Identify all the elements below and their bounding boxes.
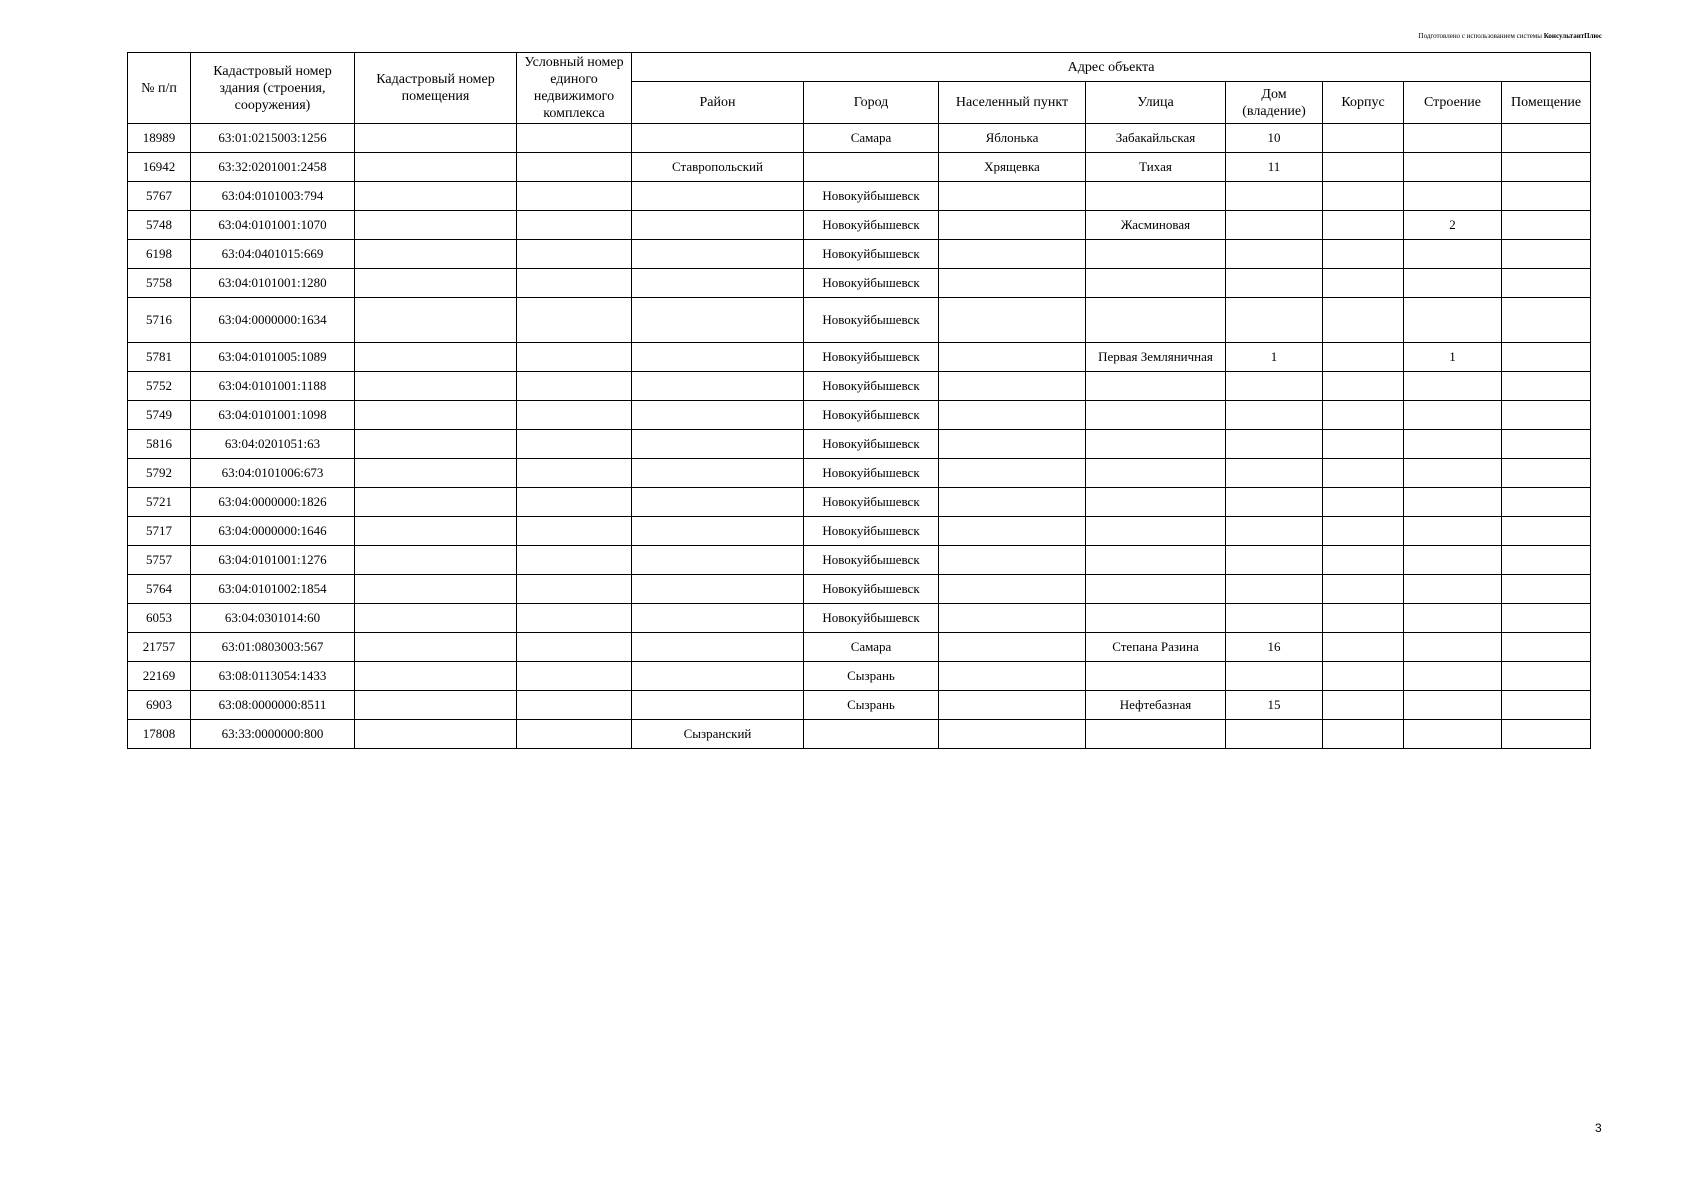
prepared-with-text: Подготовлено с использованием системы — [1418, 32, 1542, 40]
cell-building-cadastral: 63:04:0101001:1070 — [191, 211, 355, 240]
cell-street — [1086, 662, 1226, 691]
cell-building-cadastral: 63:04:0401015:669 — [191, 240, 355, 269]
cell-settlement — [939, 488, 1086, 517]
table-row — [128, 240, 1591, 269]
table-row — [128, 459, 1591, 488]
cell-num: 5764 — [128, 575, 191, 604]
cell-street — [1086, 720, 1226, 749]
cell-street — [1086, 546, 1226, 575]
cell-num: 5758 — [128, 269, 191, 298]
cell-house — [1226, 662, 1323, 691]
cell-house — [1226, 604, 1323, 633]
cell-building-cadastral: 63:04:0101005:1089 — [191, 343, 355, 372]
cell-complex-number — [517, 575, 632, 604]
cell-complex-number — [517, 633, 632, 662]
cell-complex-number — [517, 430, 632, 459]
cell-corpus — [1323, 459, 1404, 488]
cell-city: Сызрань — [804, 662, 939, 691]
table-row — [128, 546, 1591, 575]
cell-num: 6053 — [128, 604, 191, 633]
cell-building — [1404, 517, 1502, 546]
cell-num: 5816 — [128, 430, 191, 459]
cell-street: Жасминовая — [1086, 211, 1226, 240]
table-row — [128, 488, 1591, 517]
cell-house — [1226, 517, 1323, 546]
cell-premises — [1502, 211, 1591, 240]
cell-num: 6903 — [128, 691, 191, 720]
header-city: Город — [804, 82, 939, 124]
cell-corpus — [1323, 401, 1404, 430]
table-row — [128, 430, 1591, 459]
cell-room-cadastral — [355, 401, 517, 430]
header-house: Дом (владение) — [1226, 82, 1323, 124]
cell-district — [632, 691, 804, 720]
cell-complex-number — [517, 546, 632, 575]
cell-house — [1226, 372, 1323, 401]
cell-city: Новокуйбышевск — [804, 546, 939, 575]
header-building-cadastral: Кадастровый номер здания (строения, сооружения) — [191, 53, 355, 124]
cell-district — [632, 124, 804, 153]
cell-house: 15 — [1226, 691, 1323, 720]
cell-complex-number — [517, 343, 632, 372]
cell-district — [632, 401, 804, 430]
cell-corpus — [1323, 517, 1404, 546]
cell-settlement — [939, 211, 1086, 240]
cell-premises — [1502, 459, 1591, 488]
cell-building-cadastral: 63:04:0101001:1280 — [191, 269, 355, 298]
cell-settlement — [939, 430, 1086, 459]
cell-room-cadastral — [355, 182, 517, 211]
cell-num: 5721 — [128, 488, 191, 517]
cell-district: Ставропольский — [632, 153, 804, 182]
cell-district — [632, 372, 804, 401]
cell-corpus — [1323, 720, 1404, 749]
cell-building-cadastral: 63:04:0000000:1634 — [191, 298, 355, 343]
cell-district — [632, 546, 804, 575]
cell-district — [632, 662, 804, 691]
cell-city: Новокуйбышевск — [804, 240, 939, 269]
cell-corpus — [1323, 488, 1404, 517]
cell-settlement — [939, 182, 1086, 211]
header-settlement: Населенный пункт — [939, 82, 1086, 124]
cell-room-cadastral — [355, 604, 517, 633]
cell-premises — [1502, 153, 1591, 182]
cell-room-cadastral — [355, 720, 517, 749]
cell-corpus — [1323, 430, 1404, 459]
cell-street — [1086, 517, 1226, 546]
cell-num: 6198 — [128, 240, 191, 269]
cell-settlement — [939, 691, 1086, 720]
cell-settlement — [939, 459, 1086, 488]
cell-corpus — [1323, 633, 1404, 662]
table-row — [128, 720, 1591, 749]
cell-building-cadastral: 63:04:0101002:1854 — [191, 575, 355, 604]
table-row — [128, 517, 1591, 546]
cell-building-cadastral: 63:04:0101001:1098 — [191, 401, 355, 430]
cell-street: Тихая — [1086, 153, 1226, 182]
cell-premises — [1502, 517, 1591, 546]
cell-building-cadastral: 63:04:0000000:1826 — [191, 488, 355, 517]
cell-building — [1404, 575, 1502, 604]
consultant-plus-brand: КонсультантПлюс — [1543, 32, 1602, 40]
cell-city: Самара — [804, 633, 939, 662]
cell-complex-number — [517, 459, 632, 488]
cell-house — [1226, 269, 1323, 298]
cell-premises — [1502, 343, 1591, 372]
cell-corpus — [1323, 153, 1404, 182]
cell-city: Новокуйбышевск — [804, 604, 939, 633]
cell-building-cadastral: 63:01:0803003:567 — [191, 633, 355, 662]
page-number: 3 — [1595, 1121, 1602, 1135]
table-row — [128, 604, 1591, 633]
cell-house — [1226, 720, 1323, 749]
cell-building — [1404, 633, 1502, 662]
table-row — [128, 211, 1591, 240]
cell-street: Первая Земляничная — [1086, 343, 1226, 372]
cell-house — [1226, 182, 1323, 211]
cell-district — [632, 633, 804, 662]
cell-settlement — [939, 720, 1086, 749]
cell-building-cadastral: 63:04:0301014:60 — [191, 604, 355, 633]
cell-num: 17808 — [128, 720, 191, 749]
table-row — [128, 662, 1591, 691]
cell-premises — [1502, 720, 1591, 749]
cell-building — [1404, 459, 1502, 488]
cell-settlement — [939, 401, 1086, 430]
cell-num: 5757 — [128, 546, 191, 575]
cell-corpus — [1323, 343, 1404, 372]
cell-premises — [1502, 633, 1591, 662]
cell-city: Новокуйбышевск — [804, 269, 939, 298]
cell-num: 22169 — [128, 662, 191, 691]
cell-district — [632, 211, 804, 240]
cell-city: Новокуйбышевск — [804, 517, 939, 546]
cell-city: Новокуйбышевск — [804, 459, 939, 488]
cell-corpus — [1323, 575, 1404, 604]
cell-building — [1404, 240, 1502, 269]
cell-corpus — [1323, 240, 1404, 269]
cell-city: Новокуйбышевск — [804, 488, 939, 517]
table-row — [128, 401, 1591, 430]
cell-corpus — [1323, 662, 1404, 691]
cell-room-cadastral — [355, 240, 517, 269]
cell-premises — [1502, 372, 1591, 401]
cell-street — [1086, 604, 1226, 633]
cell-building-cadastral: 63:32:0201001:2458 — [191, 153, 355, 182]
cell-district — [632, 430, 804, 459]
cell-building: 2 — [1404, 211, 1502, 240]
cell-room-cadastral — [355, 430, 517, 459]
cell-street — [1086, 401, 1226, 430]
cell-city: Новокуйбышевск — [804, 211, 939, 240]
cell-settlement — [939, 298, 1086, 343]
cell-street — [1086, 298, 1226, 343]
cell-district — [632, 269, 804, 298]
cell-room-cadastral — [355, 517, 517, 546]
cell-settlement — [939, 517, 1086, 546]
cell-room-cadastral — [355, 633, 517, 662]
cell-premises — [1502, 182, 1591, 211]
cell-building-cadastral: 63:01:0215003:1256 — [191, 124, 355, 153]
cell-district — [632, 240, 804, 269]
cell-premises — [1502, 662, 1591, 691]
cell-house: 1 — [1226, 343, 1323, 372]
cell-house — [1226, 240, 1323, 269]
cell-building — [1404, 488, 1502, 517]
cell-building-cadastral: 63:33:0000000:800 — [191, 720, 355, 749]
cell-district — [632, 343, 804, 372]
cell-building — [1404, 124, 1502, 153]
cell-building-cadastral: 63:04:0101001:1276 — [191, 546, 355, 575]
cell-street — [1086, 488, 1226, 517]
cell-corpus — [1323, 269, 1404, 298]
cell-premises — [1502, 240, 1591, 269]
cell-room-cadastral — [355, 269, 517, 298]
cell-city: Новокуйбышевск — [804, 298, 939, 343]
cell-house — [1226, 546, 1323, 575]
cell-room-cadastral — [355, 343, 517, 372]
table-row — [128, 575, 1591, 604]
cell-premises — [1502, 401, 1591, 430]
cell-num: 5748 — [128, 211, 191, 240]
header-room-cadastral: Кадастровый номер помещения — [355, 53, 517, 124]
cell-premises — [1502, 546, 1591, 575]
table-row — [128, 182, 1591, 211]
cell-corpus — [1323, 182, 1404, 211]
cell-city: Новокуйбышевск — [804, 372, 939, 401]
header-num: № п/п — [128, 53, 191, 124]
cell-building-cadastral: 63:04:0201051:63 — [191, 430, 355, 459]
cell-district — [632, 459, 804, 488]
table-row — [128, 343, 1591, 372]
cell-room-cadastral — [355, 662, 517, 691]
cell-num: 5752 — [128, 372, 191, 401]
cell-settlement — [939, 343, 1086, 372]
cell-city: Новокуйбышевск — [804, 575, 939, 604]
cell-city — [804, 153, 939, 182]
cell-city: Новокуйбышевск — [804, 430, 939, 459]
cell-building — [1404, 298, 1502, 343]
cell-complex-number — [517, 517, 632, 546]
header-district: Район — [632, 82, 804, 124]
cell-district — [632, 298, 804, 343]
cell-house: 10 — [1226, 124, 1323, 153]
cell-building — [1404, 401, 1502, 430]
cell-num: 5717 — [128, 517, 191, 546]
cell-premises — [1502, 488, 1591, 517]
table-row — [128, 633, 1591, 662]
cell-premises — [1502, 691, 1591, 720]
cell-city: Сызрань — [804, 691, 939, 720]
cell-complex-number — [517, 269, 632, 298]
cell-street: Нефтебазная — [1086, 691, 1226, 720]
cell-building — [1404, 269, 1502, 298]
cadastral-registry-table — [127, 52, 1591, 749]
cell-room-cadastral — [355, 153, 517, 182]
cell-house: 11 — [1226, 153, 1323, 182]
cell-num: 18989 — [128, 124, 191, 153]
cell-building — [1404, 546, 1502, 575]
cell-house — [1226, 298, 1323, 343]
cell-complex-number — [517, 240, 632, 269]
cell-num: 5767 — [128, 182, 191, 211]
cell-num: 5792 — [128, 459, 191, 488]
table-row — [128, 124, 1591, 153]
cell-building-cadastral: 63:04:0000000:1646 — [191, 517, 355, 546]
header-street: Улица — [1086, 82, 1226, 124]
cell-district — [632, 604, 804, 633]
cell-complex-number — [517, 604, 632, 633]
cell-premises — [1502, 430, 1591, 459]
cell-premises — [1502, 269, 1591, 298]
cell-premises — [1502, 604, 1591, 633]
header-address: Адрес объекта — [632, 53, 1591, 82]
cell-complex-number — [517, 662, 632, 691]
cell-settlement — [939, 372, 1086, 401]
cell-corpus — [1323, 604, 1404, 633]
cell-street: Забакайльская — [1086, 124, 1226, 153]
cell-street: Степана Разина — [1086, 633, 1226, 662]
cell-premises — [1502, 575, 1591, 604]
cell-settlement — [939, 662, 1086, 691]
table-row — [128, 691, 1591, 720]
cell-room-cadastral — [355, 546, 517, 575]
cell-num: 5781 — [128, 343, 191, 372]
cell-premises — [1502, 298, 1591, 343]
cell-num: 5749 — [128, 401, 191, 430]
cell-room-cadastral — [355, 298, 517, 343]
table-row — [128, 153, 1591, 182]
cell-num: 5716 — [128, 298, 191, 343]
cell-building: 1 — [1404, 343, 1502, 372]
table-row — [128, 372, 1591, 401]
cell-street — [1086, 269, 1226, 298]
cell-complex-number — [517, 298, 632, 343]
cell-complex-number — [517, 211, 632, 240]
cell-room-cadastral — [355, 575, 517, 604]
header-building: Строение — [1404, 82, 1502, 124]
cell-corpus — [1323, 211, 1404, 240]
cell-complex-number — [517, 488, 632, 517]
cell-premises — [1502, 124, 1591, 153]
cell-city: Самара — [804, 124, 939, 153]
cell-room-cadastral — [355, 372, 517, 401]
prepared-with-note — [1419, 32, 1602, 40]
cell-settlement — [939, 633, 1086, 662]
cell-settlement — [939, 575, 1086, 604]
cell-corpus — [1323, 372, 1404, 401]
cell-corpus — [1323, 298, 1404, 343]
cell-street — [1086, 575, 1226, 604]
cell-city — [804, 720, 939, 749]
cell-building — [1404, 153, 1502, 182]
cell-settlement — [939, 269, 1086, 298]
cell-district: Сызранский — [632, 720, 804, 749]
cell-corpus — [1323, 124, 1404, 153]
cell-city: Новокуйбышевск — [804, 401, 939, 430]
cell-settlement — [939, 546, 1086, 575]
cell-house — [1226, 488, 1323, 517]
cell-house — [1226, 459, 1323, 488]
cell-num: 21757 — [128, 633, 191, 662]
cell-building — [1404, 182, 1502, 211]
header-complex-number: Условный номер единого недвижимого комплекса — [517, 53, 632, 124]
cell-building — [1404, 691, 1502, 720]
cell-building — [1404, 430, 1502, 459]
cell-district — [632, 575, 804, 604]
cell-corpus — [1323, 691, 1404, 720]
header-premises: Помещение — [1502, 82, 1591, 124]
cell-room-cadastral — [355, 124, 517, 153]
cell-street — [1086, 430, 1226, 459]
cell-house — [1226, 430, 1323, 459]
cell-building — [1404, 720, 1502, 749]
cell-complex-number — [517, 720, 632, 749]
cell-street — [1086, 182, 1226, 211]
cell-building — [1404, 662, 1502, 691]
cell-settlement: Яблонька — [939, 124, 1086, 153]
cell-settlement — [939, 240, 1086, 269]
cell-district — [632, 488, 804, 517]
cell-house — [1226, 575, 1323, 604]
cell-house: 16 — [1226, 633, 1323, 662]
cell-house — [1226, 211, 1323, 240]
cell-building-cadastral: 63:04:0101003:794 — [191, 182, 355, 211]
table-row — [128, 298, 1591, 343]
cell-district — [632, 517, 804, 546]
cell-street — [1086, 372, 1226, 401]
cell-city: Новокуйбышевск — [804, 343, 939, 372]
table-body — [128, 124, 1591, 749]
cell-complex-number — [517, 153, 632, 182]
cell-street — [1086, 459, 1226, 488]
cell-building — [1404, 372, 1502, 401]
cell-room-cadastral — [355, 459, 517, 488]
cell-house — [1226, 401, 1323, 430]
cell-settlement: Хрящевка — [939, 153, 1086, 182]
cell-building — [1404, 604, 1502, 633]
cell-room-cadastral — [355, 691, 517, 720]
cell-complex-number — [517, 372, 632, 401]
cell-district — [632, 182, 804, 211]
cell-complex-number — [517, 691, 632, 720]
cell-street — [1086, 240, 1226, 269]
cell-corpus — [1323, 546, 1404, 575]
cell-building-cadastral: 63:08:0000000:8511 — [191, 691, 355, 720]
cell-building-cadastral: 63:04:0101001:1188 — [191, 372, 355, 401]
table-row — [128, 269, 1591, 298]
cell-num: 16942 — [128, 153, 191, 182]
cell-complex-number — [517, 182, 632, 211]
cell-settlement — [939, 604, 1086, 633]
cell-building-cadastral: 63:04:0101006:673 — [191, 459, 355, 488]
cell-building-cadastral: 63:08:0113054:1433 — [191, 662, 355, 691]
cell-room-cadastral — [355, 488, 517, 517]
cell-city: Новокуйбышевск — [804, 182, 939, 211]
cell-complex-number — [517, 401, 632, 430]
cell-room-cadastral — [355, 211, 517, 240]
cell-complex-number — [517, 124, 632, 153]
header-corpus: Корпус — [1323, 82, 1404, 124]
